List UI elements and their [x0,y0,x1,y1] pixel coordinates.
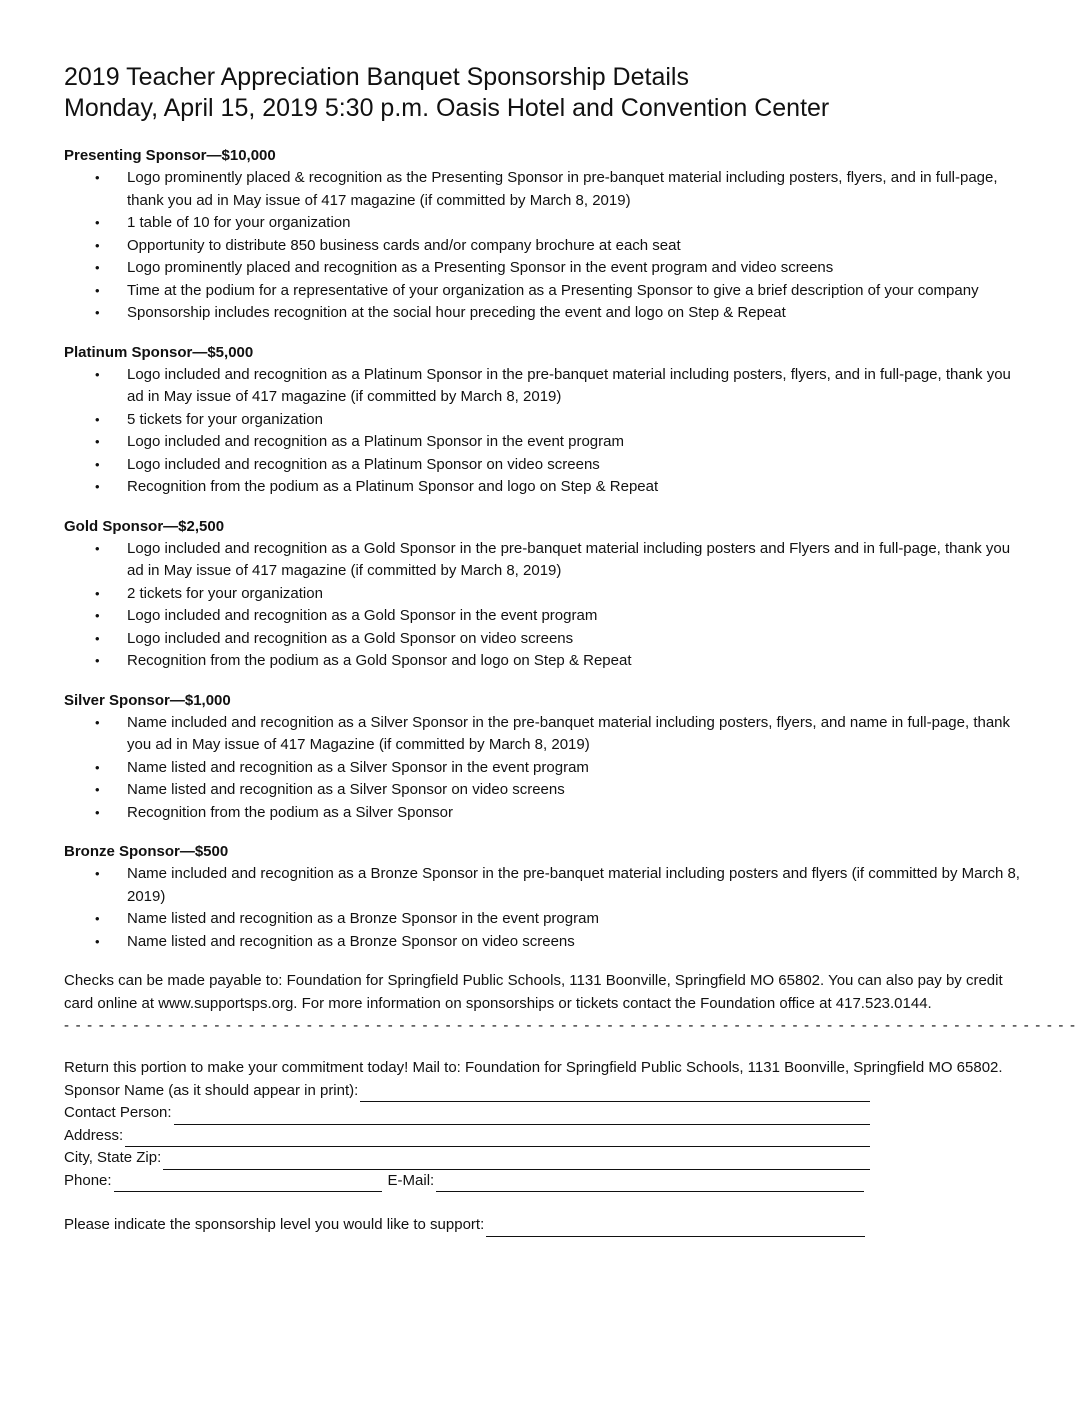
document-title [64,62,1024,124]
benefit-item [64,605,1022,628]
bullet-icon: • [95,653,100,668]
sponsor-level-heading: Gold Sponsor—$2,500 [64,517,225,535]
benefit-text: Recognition from the podium as a Silver Sponsor [127,803,454,821]
cut-line: - - - - - - - - - - - - - - - - - - - - - - - - - - - - - - - - - - - - - - - - - - - - - - - - - - - - - - - - - - - - - - - - - - - - - - - - - - - - - - - - - - - - - - - - [64,1017,1077,1034]
sponsor-section [64,841,1024,953]
benefit-item [64,280,1022,303]
bullet-icon: • [95,434,100,449]
email-label: E-Mail: [387,1171,435,1189]
bullet-icon: • [95,540,100,556]
bullet-icon: • [95,866,100,881]
sponsorship-document [64,62,1077,1237]
benefit-item [64,235,1022,258]
benefit-item [64,802,1022,825]
benefit-text: Logo prominently placed & recognition as the Presenting Sponsor in pre-banquet material including posters, flyers, and in full-page, thank you ad in May issue of 417 magazine (if committed by March 8, 2019) [127,169,998,209]
bullet-icon: • [95,305,100,320]
bullet-icon: • [95,411,100,427]
sponsorship-levels [64,145,1024,953]
sponsor-name-label: Sponsor Name (as it should appear in print): [64,1081,359,1099]
sponsor-level-heading: Bronze Sponsor—$500 [64,843,229,860]
address-row [64,1125,870,1148]
sponsor-section [64,342,1024,499]
phone-label: Phone: [64,1171,112,1189]
benefit-list [64,538,1024,673]
benefit-item [64,908,1022,931]
title-line-1: 2019 Teacher Appreciation Banquet Sponsorship Details [64,63,689,91]
benefit-text: Opportunity to distribute 850 business cards and/or company brochure at each seat [127,236,681,254]
benefit-item [64,931,1022,954]
sponsor-level-heading: Presenting Sponsor—$10,000 [64,147,276,164]
benefit-text: 2 tickets for your organization [127,584,323,602]
email-field[interactable] [436,1174,864,1192]
sponsorship-level-label: Please indicate the sponsorship level you would like to support: [64,1216,485,1233]
benefit-text: Logo included and recognition as a Gold Sponsor in the event program [127,607,598,624]
benefit-item [64,863,1022,908]
contact-person-field[interactable] [174,1107,870,1125]
benefit-text: Name listed and recognition as a Silver Sponsor in the event program [127,758,589,776]
sponsor-section [64,145,1024,325]
benefit-item [64,302,1022,325]
bullet-icon: • [95,714,100,730]
benefit-item [64,628,1022,651]
benefit-text: Logo included and recognition as a Platinum Sponsor in the pre-banquet material including posters, flyers, and in full-page, thank you ad in May issue of 417 magazine (if committed by March 8, 2019) [127,365,1011,405]
benefit-text: Name listed and recognition as a Bronze Sponsor in the event program [127,910,599,927]
title-line-2: Monday, April 15, 2019 5:30 p.m. Oasis Hotel and Convention Center [64,94,830,122]
phone-email-row [64,1170,870,1193]
benefit-text: Recognition from the podium as a Gold Sponsor and logo on Step & Repeat [127,652,632,669]
sponsor-name-row [64,1080,870,1103]
return-instructions: Return this portion to make your commitment today! Mail to: Foundation for Springfield Public Schools, 1131 Boonville, Springfield MO 65802. [64,1059,1003,1076]
contact-person-label: Contact Person: [64,1104,172,1121]
bullet-icon: • [95,804,100,820]
benefit-text: Name included and recognition as a Bronze Sponsor in the pre-banquet material including posters and flyers (if committed by March 8, 2019) [127,865,1020,905]
bullet-icon: • [95,479,100,494]
bullet-icon: • [95,366,100,382]
benefit-item [64,167,1022,212]
benefit-list [64,364,1024,499]
city-state-zip-field[interactable] [163,1152,870,1170]
benefit-text: Logo included and recognition as a Platinum Sponsor in the event program [127,433,624,450]
sponsor-level-heading: Silver Sponsor—$1,000 [64,691,231,709]
benefit-text: Time at the podium for a representative of your organization as a Presenting Sponsor to give a brief description of your company [127,281,979,299]
payment-info: Checks can be made payable to: Foundation for Springfield Public Schools, 1131 Boonville, Springfield MO 65802. You can also pay by credit card online at www.supportsps.org. For more information on sponsorships or tickets contact the Foundation office at 417.523.0144. [64,972,1003,1012]
bullet-icon: • [95,456,100,472]
benefit-item [64,538,1022,583]
bullet-icon: • [95,759,100,775]
address-label: Address: [64,1126,124,1144]
bullet-icon: • [95,585,100,601]
city-state-zip-label: City, State Zip: [64,1149,162,1166]
bullet-icon: • [95,782,100,797]
sponsor-section [64,690,1024,825]
benefit-text: Logo prominently placed and recognition as a Presenting Sponsor in the event program and video screens [127,259,834,276]
benefit-list [64,167,1024,325]
bullet-icon: • [95,215,100,230]
commitment-form [64,1080,1024,1237]
sponsor-section [64,516,1024,673]
benefit-text: Sponsorship includes recognition at the social hour preceding the event and logo on Step & Repeat [127,304,786,321]
address-field[interactable] [125,1129,870,1147]
benefit-item [64,212,1022,235]
benefit-item [64,257,1022,280]
benefit-text: Name included and recognition as a Silver Sponsor in the pre-banquet material including posters, flyers, and name in full-page, thank you ad in May issue of 417 Magazine (if committed by March 8, 2019) [127,713,1011,753]
benefit-text: Logo included and recognition as a Gold Sponsor on video screens [127,629,574,647]
sponsor-level-heading: Platinum Sponsor—$5,000 [64,343,254,361]
sponsorship-level-field[interactable] [486,1219,865,1237]
bullet-icon: • [95,260,100,275]
contact-person-row [64,1102,870,1125]
bullet-icon: • [95,608,100,623]
bullet-icon: • [95,933,100,949]
benefit-text: Name listed and recognition as a Bronze Sponsor on video screens [127,932,575,950]
benefit-item [64,757,1022,780]
bullet-icon: • [95,237,100,253]
benefit-item [64,650,1022,673]
benefit-item [64,409,1022,432]
benefit-item [64,364,1022,409]
benefit-text: 5 tickets for your organization [127,410,323,428]
sponsorship-level-row [64,1214,865,1237]
sponsor-name-field[interactable] [360,1084,870,1102]
benefit-text: Name listed and recognition as a Silver Sponsor on video screens [127,781,565,798]
benefit-text: Recognition from the podium as a Platinum Sponsor and logo on Step & Repeat [127,478,659,495]
benefit-item [64,454,1022,477]
benefit-list [64,712,1024,825]
benefit-item [64,476,1022,499]
benefit-item [64,431,1022,454]
bullet-icon: • [95,170,100,185]
benefit-item [64,779,1022,802]
benefit-text: 1 table of 10 for your organization [127,214,351,231]
benefit-item [64,712,1022,757]
bullet-icon: • [95,911,100,926]
city-state-zip-row [64,1147,870,1170]
benefit-item [64,583,1022,606]
bullet-icon: • [95,282,100,298]
benefit-text: Logo included and recognition as a Platinum Sponsor on video screens [127,455,600,473]
benefit-text: Logo included and recognition as a Gold Sponsor in the pre-banquet material including posters and Flyers and in full-page, thank you ad in May issue of 417 magazine (if committed by March 8, 2019) [127,539,1011,579]
bullet-icon: • [95,630,100,646]
benefit-list [64,863,1024,953]
phone-field[interactable] [114,1174,382,1192]
